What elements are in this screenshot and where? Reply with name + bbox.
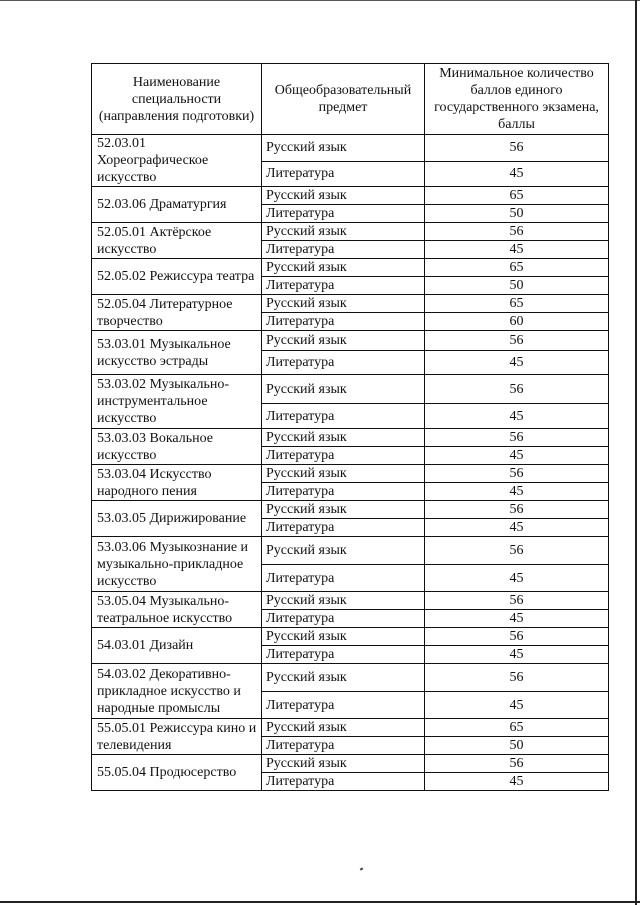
subject-cell: Русский язык <box>262 375 425 404</box>
score-cell: 45 <box>425 610 609 628</box>
subject-cell: Русский язык <box>262 592 425 610</box>
score-cell: 45 <box>425 773 609 791</box>
score-cell: 56 <box>425 429 609 447</box>
score-cell: 45 <box>425 404 609 429</box>
subject-cell: Литература <box>262 404 425 429</box>
specialty-name-cell: 55.05.04 Продюсерство <box>92 755 262 791</box>
subject-cell: Русский язык <box>262 259 425 277</box>
subject-cell: Литература <box>262 737 425 755</box>
specialty-name-cell: 53.03.02 Музыкально-инструментальное искусство <box>92 375 262 429</box>
subject-cell: Литература <box>262 241 425 259</box>
score-cell: 45 <box>425 565 609 592</box>
score-cell: 50 <box>425 277 609 295</box>
score-cell: 56 <box>425 375 609 404</box>
table-row <box>92 664 609 692</box>
score-cell: 65 <box>425 719 609 737</box>
scan-edge-bottom <box>0 901 640 903</box>
table-row <box>92 375 609 404</box>
table-row <box>92 331 609 351</box>
table-row <box>92 719 609 737</box>
subject-cell: Литература <box>262 205 425 223</box>
scan-speck <box>360 867 364 870</box>
score-cell: 50 <box>425 737 609 755</box>
subject-cell: Русский язык <box>262 465 425 483</box>
subject-cell: Русский язык <box>262 295 425 313</box>
table-row <box>92 592 609 610</box>
specialty-name-cell: 52.05.04 Литературное творчество <box>92 295 262 331</box>
specialty-name-cell: 53.03.04 Искусство народного пения <box>92 465 262 501</box>
score-cell: 60 <box>425 313 609 331</box>
score-cell: 56 <box>425 537 609 565</box>
subject-cell: Литература <box>262 773 425 791</box>
score-cell: 56 <box>425 628 609 646</box>
specialty-name-cell: 53.03.01 Музыкальное искусство эстрады <box>92 331 262 375</box>
score-cell: 56 <box>425 664 609 692</box>
table-row <box>92 501 609 519</box>
score-cell: 50 <box>425 205 609 223</box>
table-row <box>92 187 609 205</box>
score-cell: 65 <box>425 295 609 313</box>
header-min-score: Минимальное количество баллов единого государственного экзамена, баллы <box>425 64 609 135</box>
table-row <box>92 259 609 277</box>
score-cell: 56 <box>425 135 609 162</box>
score-cell: 45 <box>425 483 609 501</box>
subject-cell: Русский язык <box>262 664 425 692</box>
subject-cell: Русский язык <box>262 187 425 205</box>
subject-cell: Литература <box>262 313 425 331</box>
score-cell: 65 <box>425 259 609 277</box>
table-body <box>92 135 609 791</box>
subject-cell: Литература <box>262 692 425 719</box>
score-cell: 45 <box>425 447 609 465</box>
score-cell: 45 <box>425 692 609 719</box>
score-cell: 56 <box>425 465 609 483</box>
subject-cell: Литература <box>262 519 425 537</box>
score-cell: 56 <box>425 331 609 351</box>
table-row <box>92 135 609 162</box>
score-cell: 45 <box>425 351 609 375</box>
subject-cell: Русский язык <box>262 537 425 565</box>
specialty-name-cell: 52.03.01 Хореографическое искусство <box>92 135 262 187</box>
table-header-row <box>92 64 609 135</box>
specialty-name-cell: 55.05.01 Режиссура кино и телевидения <box>92 719 262 755</box>
subject-cell: Литература <box>262 646 425 664</box>
subject-cell: Литература <box>262 447 425 465</box>
subject-cell: Русский язык <box>262 331 425 351</box>
specialty-name-cell: 53.03.03 Вокальное искусство <box>92 429 262 465</box>
score-cell: 65 <box>425 187 609 205</box>
score-cell: 45 <box>425 161 609 186</box>
subject-cell: Литература <box>262 610 425 628</box>
min-scores-table <box>91 63 609 791</box>
specialty-name-cell: 53.03.06 Музыкознание и музыкально-прикладное искусство <box>92 537 262 592</box>
specialty-name-cell: 53.03.05 Дирижирование <box>92 501 262 537</box>
header-subject: Общеобразовательный предмет <box>262 64 425 135</box>
score-cell: 45 <box>425 519 609 537</box>
table-row <box>92 628 609 646</box>
subject-cell: Русский язык <box>262 628 425 646</box>
specialty-name-cell: 52.03.06 Драматургия <box>92 187 262 223</box>
subject-cell: Литература <box>262 161 425 186</box>
subject-cell: Русский язык <box>262 223 425 241</box>
scan-edge-right <box>635 0 637 905</box>
score-cell: 56 <box>425 755 609 773</box>
specialty-name-cell: 54.03.02 Декоративно-прикладное искусство и народные промыслы <box>92 664 262 719</box>
subject-cell: Русский язык <box>262 719 425 737</box>
subject-cell: Литература <box>262 351 425 375</box>
subject-cell: Литература <box>262 277 425 295</box>
score-cell: 45 <box>425 241 609 259</box>
specialty-name-cell: 52.05.01 Актёрское искусство <box>92 223 262 259</box>
specialty-name-cell: 52.05.02 Режиссура театра <box>92 259 262 295</box>
subject-cell: Русский язык <box>262 755 425 773</box>
header-specialty: Наименование специальности (направления подготовки) <box>92 64 262 135</box>
table-row <box>92 429 609 447</box>
score-cell: 56 <box>425 592 609 610</box>
subject-cell: Русский язык <box>262 135 425 162</box>
table-row <box>92 465 609 483</box>
table-row <box>92 755 609 773</box>
score-cell: 56 <box>425 501 609 519</box>
table-row <box>92 295 609 313</box>
subject-cell: Русский язык <box>262 429 425 447</box>
score-cell: 56 <box>425 223 609 241</box>
subject-cell: Литература <box>262 483 425 501</box>
subject-cell: Литература <box>262 565 425 592</box>
specialty-name-cell: 53.05.04 Музыкально-театральное искусство <box>92 592 262 628</box>
table-row <box>92 223 609 241</box>
specialty-name-cell: 54.03.01 Дизайн <box>92 628 262 664</box>
score-cell: 45 <box>425 646 609 664</box>
table-row <box>92 537 609 565</box>
scan-edge-top <box>0 0 640 1</box>
subject-cell: Русский язык <box>262 501 425 519</box>
